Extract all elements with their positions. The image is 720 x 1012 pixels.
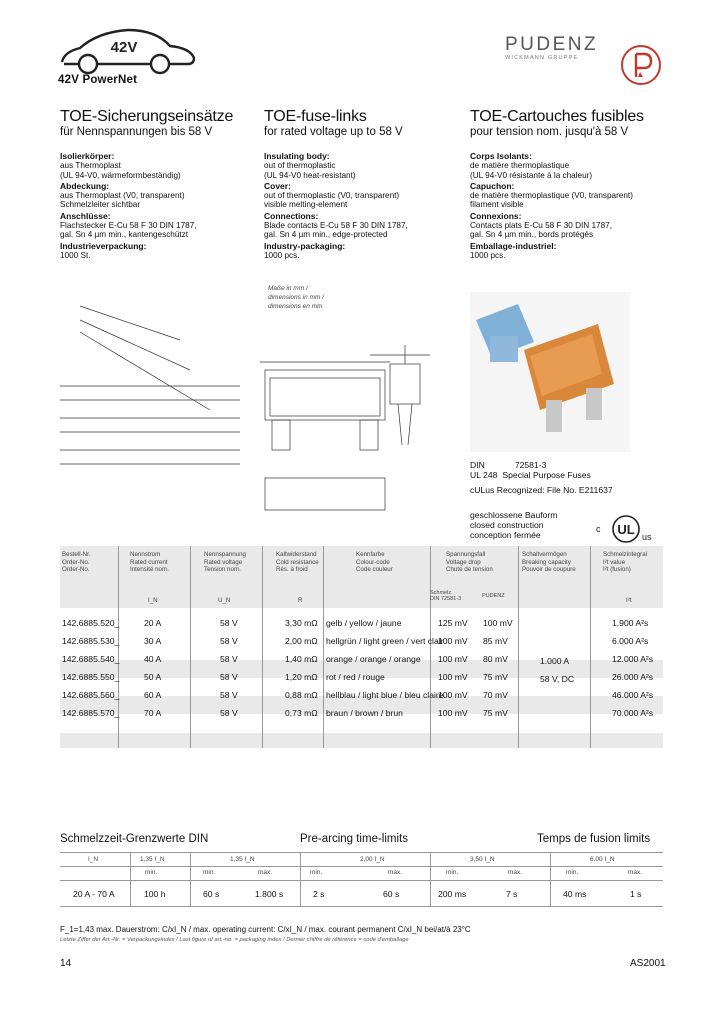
header-cold-resistance: Kaltwiderstand Cold resistance Rés. à froid xyxy=(276,551,319,574)
column-title: TOE-fuse-links xyxy=(264,108,367,125)
din-value: 72581-3 xyxy=(514,460,547,470)
car-outline-icon xyxy=(58,18,198,76)
prearcing-divider xyxy=(550,852,551,906)
block-head: Abdeckung: xyxy=(60,180,110,191)
block-head: Anschlüsse: xyxy=(60,210,111,221)
symbol-un: U_N xyxy=(218,597,231,604)
symbol-in: I_N xyxy=(148,597,158,604)
voltage-drop-din: 125 mV xyxy=(438,618,468,628)
block-body: 1000 pcs. xyxy=(264,250,300,260)
prearcing-head-3: 2,00 I_N xyxy=(360,856,385,863)
block-body: 1000 pcs. xyxy=(470,250,506,260)
ul-label: UL 248 xyxy=(470,470,498,480)
prearcing-divider xyxy=(430,852,431,906)
voltage-drop-pudenz: 75 mV xyxy=(483,672,508,682)
prearcing-value: 60 s xyxy=(203,889,220,899)
block-head: Insulating body: xyxy=(264,151,330,161)
prearcing-rule xyxy=(60,906,663,907)
block-body: Blade contacts E-Cu 58 F 30 DIN 1787, gal. Sn 4 µm min., edge-protected xyxy=(264,221,408,240)
colour-code: orange / orange / orange xyxy=(326,654,421,664)
fuse-product-photo xyxy=(470,292,630,452)
colour-code: gelb / yellow / jaune xyxy=(326,618,402,628)
prearcing-value: 1.800 s xyxy=(255,889,284,899)
minmax: max. xyxy=(388,869,403,876)
voltage-drop-din: 100 mV xyxy=(438,672,468,682)
i2t-value: 12.000 A²s xyxy=(612,654,654,664)
voltage-drop-din: 100 mV xyxy=(438,636,468,646)
pudenz-logo xyxy=(505,34,615,61)
header-i2t: Schmelzintegral I²t value I²t (fusion) xyxy=(603,551,648,574)
construction-en: closed construction xyxy=(470,520,544,530)
order-no: 142.6885.560_ xyxy=(62,690,120,700)
minmax: min. xyxy=(310,869,323,876)
rated-current: 60 A xyxy=(144,690,162,700)
block-head: Connections: xyxy=(264,210,319,221)
prearcing-head-in: I_N xyxy=(88,856,99,863)
minmax: min. xyxy=(566,869,579,876)
column-subtitle: for rated voltage up to 58 V xyxy=(264,126,403,138)
table-row-shade xyxy=(60,733,663,748)
minmax: min. xyxy=(203,869,216,876)
column-subtitle: für Nennspannungen bis 58 V xyxy=(60,126,213,138)
block-head: Industrieverpackung: xyxy=(60,240,147,251)
din-label: DIN xyxy=(470,460,485,470)
svg-text:c: c xyxy=(596,524,601,534)
dimension-note: Maße in mm / dimensions in mm / dimensions en mm xyxy=(268,285,324,310)
rated-current: 30 A xyxy=(144,636,162,646)
cold-resistance: 1,20 mΩ xyxy=(285,672,318,682)
rated-voltage: 58 V xyxy=(220,690,238,700)
column-title: TOE-Sicherungseinsätze xyxy=(60,108,234,125)
breaking-capacity-value: 1.000 A xyxy=(540,656,570,666)
symbol-i2t: I²t xyxy=(626,597,632,604)
rated-voltage: 58 V xyxy=(220,636,238,646)
voltage-drop-din: 100 mV xyxy=(438,654,468,664)
pudenz-emblem-icon xyxy=(620,44,662,86)
minmax: min. xyxy=(446,869,459,876)
column-title: TOE-Cartouches fusibles xyxy=(470,108,644,125)
minmax: max. xyxy=(628,869,643,876)
rated-current: 50 A xyxy=(144,672,162,682)
block-body: out of thermoplastic (UL 94-V0 heat-resistant) xyxy=(264,161,356,180)
table-row xyxy=(60,704,663,722)
voltage-drop-pudenz: 100 mV xyxy=(483,618,513,628)
construction-fr: conception fermée xyxy=(470,530,541,540)
header-voltage-drop: Spannungsfall Voltage drop Chute de tension xyxy=(446,551,493,574)
block-head: Cover: xyxy=(264,180,291,191)
colour-code: hellgrün / light green / vert clair xyxy=(326,636,444,646)
pudenz-name: PUDENZ xyxy=(505,34,599,55)
footnote-line-1: F_1=1,43 max. Dauerstrom: C/xI_N / max. operating current: C/xI_N / max. courant permanent C/xI_N bei/at/à 23°C xyxy=(60,925,471,934)
voltage-drop-din: 100 mV xyxy=(438,690,468,700)
minmax: min. xyxy=(145,869,158,876)
voltage-drop-pudenz: 75 mV xyxy=(483,708,508,718)
block-body: Flachstecker E-Cu 58 F 30 DIN 1787, gal. Sn 4 µm min., kantengeschützt xyxy=(60,221,197,240)
cold-resistance: 0,88 mΩ xyxy=(285,690,318,700)
block-body: 1000 St. xyxy=(60,250,91,260)
block-body: aus Thermoplast (V0, transparent) Schmelzleiter sichtbar xyxy=(60,191,185,210)
i2t-value: 1.900 A²s xyxy=(612,618,649,628)
column-subtitle: pour tension nom. jusqu'à 58 V xyxy=(470,126,629,138)
order-no: 142.6885.540_ xyxy=(62,654,120,664)
prearcing-head-4: 3,50 I_N xyxy=(470,856,495,863)
order-no: 142.6885.520_ xyxy=(62,618,120,628)
prearcing-value: 1 s xyxy=(630,889,642,899)
prearcing-value: 7 s xyxy=(506,889,518,899)
svg-text:UL: UL xyxy=(617,522,635,537)
cold-resistance: 1,40 mΩ xyxy=(285,654,318,664)
block-head: Connexions: xyxy=(470,210,522,221)
logo-emblem-text: 42V xyxy=(110,39,138,56)
cold-resistance: 3,30 mΩ xyxy=(285,618,318,628)
voltage-drop-pudenz: 80 mV xyxy=(483,654,508,664)
fuse-technical-drawing xyxy=(60,300,460,530)
order-no: 142.6885.530_ xyxy=(62,636,120,646)
colour-code: braun / brown / brun xyxy=(326,708,403,718)
doc-code: AS2001 xyxy=(630,958,666,969)
voltage-drop-pudenz: 85 mV xyxy=(483,636,508,646)
minmax: max. xyxy=(258,869,273,876)
column-german xyxy=(60,108,260,262)
standards-block xyxy=(470,460,613,495)
construction-de: geschlossene Bauform xyxy=(470,510,558,520)
breaking-voltage-value: 58 V, DC xyxy=(540,674,575,684)
block-head: Isolierkörper: xyxy=(60,151,115,161)
footnote-line-2: Letzte Ziffer der Art.-Nr. = Verpackungsindex / Last figure of art.-no. = packaging index / Dernier chiffre de référence = code d'emballage xyxy=(60,937,409,943)
rated-voltage: 58 V xyxy=(220,672,238,682)
table-row xyxy=(60,650,663,668)
prearcing-range: 20 A - 70 A xyxy=(73,889,115,899)
i2t-value: 70.000 A²s xyxy=(612,708,654,718)
cold-resistance: 2,00 mΩ xyxy=(285,636,318,646)
cold-resistance: 0,73 mΩ xyxy=(285,708,318,718)
order-no: 142.6885.570_ xyxy=(62,708,120,718)
voltage-drop-din: 100 mV xyxy=(438,708,468,718)
header-rated-current: Nennstrom Rated current Intensité nom. xyxy=(130,551,169,574)
block-head: Capuchon: xyxy=(470,180,515,191)
colour-code: rot / red / rouge xyxy=(326,672,385,682)
rated-current: 70 A xyxy=(144,708,162,718)
prearcing-value: 200 ms xyxy=(438,889,467,899)
block-head: Industry-packaging: xyxy=(264,240,346,251)
block-head: Corps Isolants: xyxy=(470,151,532,161)
block-body: de matière thermoplastique (V0, transparent) filament visible xyxy=(470,191,633,210)
rated-current: 40 A xyxy=(144,654,162,664)
prearcing-divider xyxy=(190,852,191,906)
table-row xyxy=(60,632,663,650)
svg-text:us: us xyxy=(642,532,652,542)
colour-code: hellblau / light blue / bleu claire xyxy=(326,690,444,700)
minmax: max. xyxy=(508,869,523,876)
header-colour-code: Kennfarbe Colour-code Code couleur xyxy=(356,551,393,574)
symbol-r: R xyxy=(298,597,303,604)
voltage-drop-pudenz: 70 mV xyxy=(483,690,508,700)
logo-brand-text: 42V PowerNet xyxy=(58,74,138,86)
prearcing-rule xyxy=(60,852,663,853)
order-no: 142.6885.550_ xyxy=(62,672,120,682)
prearcing-values-row xyxy=(60,884,663,904)
prearcing-title-en: Pre-arcing time-limits xyxy=(300,833,408,845)
table-row xyxy=(60,686,663,704)
prearcing-rule xyxy=(60,866,663,867)
prearcing-title-fr: Temps de fusion limits xyxy=(537,833,651,845)
42v-powernet-logo xyxy=(58,18,198,88)
rated-current: 20 A xyxy=(144,618,162,628)
pudenz-sub: WICKMANN GRUPPE xyxy=(505,55,579,61)
block-body: de matière thermoplastique (UL 94-V0 résistante à la chaleur) xyxy=(470,161,593,180)
prearcing-divider xyxy=(300,852,301,906)
block-body: Contacts plats E-Cu 58 F 30 DIN 1787, gal. Sn 4 µm min., bords protégés xyxy=(470,221,612,240)
prearcing-title-de: Schmelzzeit-Grenzwerte DIN xyxy=(60,833,209,845)
ul-value: Special Purpose Fuses xyxy=(502,470,591,480)
prearcing-rule xyxy=(60,880,663,881)
i2t-value: 26.000 A²s xyxy=(612,672,654,682)
prearcing-head-5: 6,00 I_N xyxy=(590,856,615,863)
block-body: aus Thermoplast (UL 94-V0, wärmeformbeständig) xyxy=(60,161,181,180)
header-rated-voltage: Nennspannung Rated voltage Tension nom. xyxy=(204,551,246,574)
rated-voltage: 58 V xyxy=(220,654,238,664)
vd-subhead-din: Schmelz. DIN 72581-3 xyxy=(430,590,462,602)
construction-block xyxy=(470,510,557,540)
table-row xyxy=(60,614,663,632)
header-breaking-capacity: Schaltvermögen Breaking capacity Pouvoir de coupure xyxy=(522,551,576,574)
prearcing-value: 2 s xyxy=(313,889,325,899)
i2t-value: 46.000 A²s xyxy=(612,690,654,700)
column-french xyxy=(470,108,670,262)
column-english xyxy=(264,108,464,262)
prearcing-value: 40 ms xyxy=(563,889,587,899)
vd-subhead-pudenz: PUDENZ xyxy=(482,593,505,599)
block-body: out of thermoplastic (V0, transparent) visible melting-element xyxy=(264,191,400,210)
prearcing-head-2: 1,35 I_N xyxy=(230,856,255,863)
block-head: Emballage-industriel: xyxy=(470,240,557,251)
recognized-text: cULus Recognized: File No. E211637 xyxy=(470,485,613,495)
prearcing-value: 100 h xyxy=(144,889,166,899)
cul-us-mark-icon xyxy=(596,514,662,544)
rated-voltage: 58 V xyxy=(220,618,238,628)
header-order-no: Bestell-Nr. Order-No. Order-No. xyxy=(62,551,91,574)
i2t-value: 6.000 A²s xyxy=(612,636,649,646)
rated-voltage: 58 V xyxy=(220,708,238,718)
page-number: 14 xyxy=(60,958,72,969)
prearcing-divider xyxy=(130,852,131,906)
prearcing-head-1: 1,35 I_N xyxy=(140,856,165,863)
prearcing-value: 60 s xyxy=(383,889,400,899)
